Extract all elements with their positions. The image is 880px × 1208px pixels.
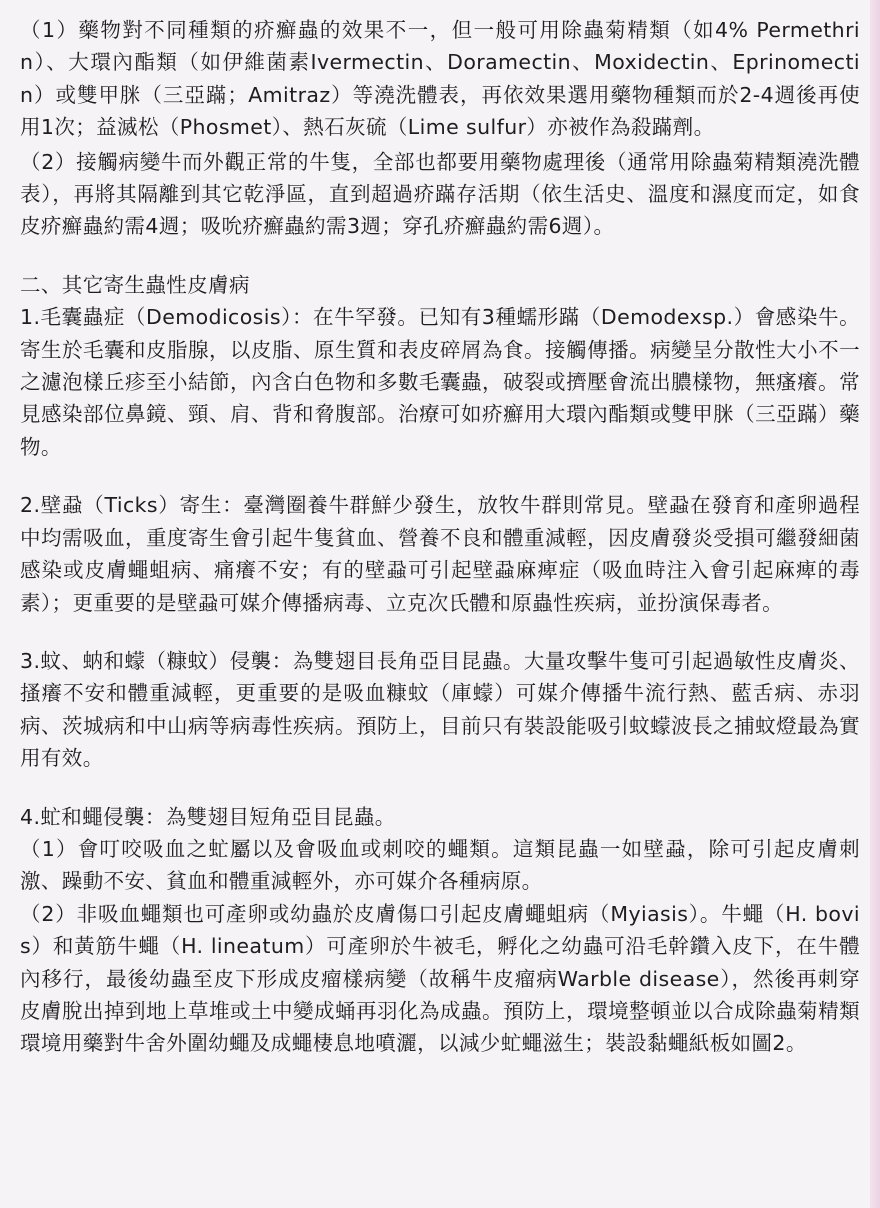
- flies-paragraph-1: （1）會叮咬吸血之虻屬以及會吸血或刺咬的蠅類。這類昆蟲一如壁蝨，除可引起皮膚刺激、躁動不安、貧血和體重減輕外，亦可媒介各種病原。: [20, 836, 860, 894]
- treatment-paragraph-1: （1）藥物對不同種類的疥癬蟲的效果不一，但一般可用除蟲菊精類（如4% Permethrin）、大環內酯類（如伊維菌素Ivermectin、Doramectin、Moxidectin、Eprinomectin）或雙甲脒（三亞蹣；Amitraz）等澆洗體表，再依效果選用藥物種類而於2-4週後再使用1次；益滅松（Phosmet）、熱石灰硫（Lime sulfur）亦被作為殺蹣劑。: [20, 18, 860, 140]
- treatment-paragraph-2: （2）接觸病變牛而外觀正常的牛隻，全部也都要用藥物處理後（通常用除蟲菊精類澆洗體表），再將其隔離到其它乾淨區，直到超過疥蹣存活期（依生活史、溫度和濕度而定，如食皮疥癬蟲約需4週；吸吮疥癬蟲約需3週；穿孔疥癬蟲約需6週）。: [20, 149, 860, 239]
- spacer: [20, 243, 860, 269]
- spacer: [20, 775, 860, 801]
- mosquitoes-paragraph: 3.蚊、蚋和蠓（糠蚊）侵襲：為雙翅目長角亞目昆蟲。大量攻擊牛隻可引起過敏性皮膚炎、搔癢不安和體重減輕，更重要的是吸血糠蚊（庫蠓）可媒介傳播牛流行熱、藍舌病、赤羽病、茨城病和中山病等病毒性疾病。預防上，目前只有裝設能吸引蚊蠓波長之捕蚊燈最為實用有效。: [20, 648, 860, 771]
- section-heading: 二、其它寄生蟲性皮膚病: [20, 272, 250, 297]
- flies-paragraph-2: （2）非吸血蠅類也可產卵或幼蟲於皮膚傷口引起皮膚蠅蛆病（Myiasis）。牛蠅（H. bovis）和黃筋牛蠅（H. lineatum）可產卵於牛被毛，孵化之幼蟲可沿毛幹鑽入皮下，在牛體內移行，最後幼蟲至皮下形成皮瘤樣病變（故稱牛皮瘤病Warble disease），然後再刺穿皮膚脫出掉到地上草堆或土中變成蛹再羽化為成蟲。預防上，環境整頓並以合成除蟲菊精類環境用藥對牛舍外圍幼蠅及成蠅棲息地噴灑，以減少虻蠅滋生；裝設黏蠅紙板如圖2。: [20, 901, 860, 1056]
- spacer: [20, 463, 860, 489]
- spacer: [20, 619, 860, 645]
- flies-intro: 4.虻和蠅侵襲：為雙翅目短角亞目昆蟲。: [20, 804, 396, 829]
- page-edge: [870, 0, 880, 1208]
- demodicosis-paragraph: 1.毛囊蟲症（Demodicosis）：在牛罕發。已知有3種蠕形蹣（Demodexsp.）會感染牛。寄生於毛囊和皮脂腺，以皮脂、原生質和表皮碎屑為食。接觸傳播。病變呈分散性大小不一之濾泡樣丘疹至小結節，內含白色物和多數毛囊蟲，破裂或擠壓會流出膿樣物，無瘙癢。常見感染部位鼻鏡、頸、肩、背和脅腹部。治療可如疥癬用大環內酯類或雙甲脒（三亞蹣）藥物。: [20, 305, 860, 459]
- ticks-paragraph: 2.壁蝨（Ticks）寄生：臺灣圈養牛群鮮少發生，放牧牛群則常見。壁蝨在發育和產卵過程中均需吸血，重度寄生會引起牛隻貧血、營養不良和體重減輕，因皮膚發炎受損可繼發細菌感染或皮膚蠅蛆病、痛癢不安；有的壁蝨可引起壁蝨麻痺症（吸血時注入會引起麻痺的毒素）；更重要的是壁蝨可媒介傳播病毒、立克次氏體和原蟲性疾病，並扮演保毒者。: [20, 493, 860, 615]
